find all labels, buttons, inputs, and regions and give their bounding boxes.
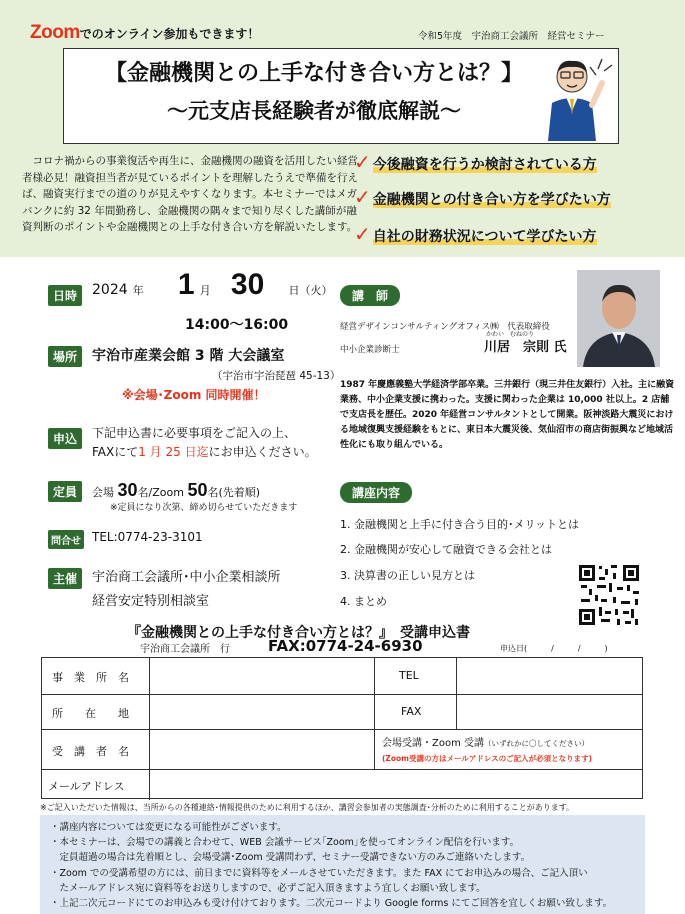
attendance-mode-option[interactable]: 会場受講・Zoom 受講（いずれかに〇してください）: [382, 738, 590, 749]
notes-box: [40, 815, 645, 914]
application-date-field[interactable]: 申込日( / / ): [500, 644, 608, 653]
zoom-notice: [30, 22, 259, 44]
page-subtitle: 〜元支店長経験者が徹底解説〜: [167, 98, 461, 123]
form-title: 『金融機関との上手な付き合い方とは？』 受講申込書: [127, 625, 470, 641]
contact-phone: TEL:0774-23-3101: [92, 530, 203, 544]
capacity: 会場 30名/Zoom 50名(先着順): [92, 480, 261, 500]
label-company: 事 業 所 名: [52, 671, 129, 684]
course-item-2: 2. 金融機関が安心して融資できる会社とは: [340, 543, 552, 556]
lecturer-name: 川居 宗則 氏: [484, 340, 567, 355]
label-tel: TEL: [399, 669, 419, 682]
note-line-6: ・上記二次元コードにてのお申込みも受け付けております。二次元コードより Google forms にてご回答を宜しくお願い致します。: [50, 898, 613, 910]
course-item-4: 4. まとめ: [340, 595, 387, 608]
lecturer-name-ruby: かわい むねのり: [486, 331, 535, 338]
course-item-3: 3. 決算書の正しい見方とは: [340, 569, 475, 582]
label-email: メールアドレス: [48, 780, 125, 793]
privacy-note: ※ご記入いただいた情報は、当所からの各種連絡･情報提供のために利用するほか、講習会参加者の実態調査･分析のために利用することがあります。: [40, 803, 575, 812]
apply-deadline: 1 月 25 日迄: [138, 445, 209, 459]
lecturer-tag: 講 師: [340, 285, 400, 306]
company-name-field[interactable]: [150, 659, 374, 693]
target-item-3: ✓ 自社の財務状況について学びたい方: [354, 222, 597, 246]
form-fax-number: FAX:0774-24-6930: [268, 637, 423, 655]
page-title: 【金融機関との上手な付き合い方とは？】: [104, 60, 523, 86]
contact-tag: 問合せ: [48, 530, 84, 549]
presenter-illustration: [534, 55, 614, 141]
check-icon: ✓: [354, 150, 371, 174]
venue-address: （宇治市宇治琵琶 45-13）: [212, 370, 341, 382]
organizer-name: 宇治商工会議所･中小企業相談所: [92, 570, 281, 585]
apply-tag: 申込: [48, 428, 82, 449]
capacity-note: ※定員になり次第、締め切らせていただきます: [110, 503, 298, 513]
event-date: 2024 年 1 月 30 日（火）: [92, 268, 333, 301]
event-time: 14:00〜16:00: [185, 317, 289, 333]
venue-name: 宇治市産業会館 3 階 大会議室: [92, 348, 285, 364]
capacity-tag: 定員: [48, 481, 82, 502]
note-line-3: 定員超過の場合は先着順とし、会場受講･Zoom 受講問わず、セミナー受講できない方のみご連絡いたします。: [50, 852, 531, 864]
venue-tag: 場所: [48, 346, 82, 367]
label-attendee: 受 講 者 名: [52, 745, 129, 758]
hybrid-note: ※会場･Zoom 同時開催！: [122, 388, 266, 402]
form-recipient: 宇治商工会議所 行: [140, 644, 230, 655]
apply-instruction: 下記申込書に必要事項をご記入の上、: [92, 426, 297, 440]
check-icon: ✓: [354, 185, 371, 209]
check-icon: ✓: [354, 222, 371, 246]
note-line-5: たメールアドレス宛に資料等をお送りしますので、必ずご記入頂きますよう宜しくお願い致します。: [50, 882, 486, 894]
address-field[interactable]: [150, 695, 374, 728]
target-item-1: ✓ 今後融資を行うか検討されている方: [354, 150, 597, 174]
tel-field[interactable]: [457, 659, 643, 693]
apply-deadline-line: FAXにて1 月 25 日迄にお申込ください。: [92, 445, 317, 459]
lecturer-photo: [577, 270, 660, 367]
course-item-1: 1. 金融機関と上手に付き合う目的･メリットとは: [340, 518, 580, 531]
note-line-1: ・講座内容については変更になる可能性がございます。: [50, 822, 287, 833]
organizer-dept: 経営安定特別相談室: [92, 594, 210, 609]
zoom-logo-text: Zoom: [30, 22, 80, 43]
attendee-name-field[interactable]: [150, 730, 374, 768]
zoom-email-note: (Zoom受講の方はメールアドレスのご記入が必須となります): [382, 754, 593, 763]
seminar-series: 令和5年度 宇治商工会議所 経営セミナー: [418, 31, 605, 42]
target-item-2: ✓ 金融機関との付き合い方を学びたい方: [354, 185, 611, 209]
application-form-table: [41, 657, 643, 799]
course-tag: 講座内容: [340, 482, 412, 503]
fax-field[interactable]: [457, 695, 643, 728]
qr-code[interactable]: [577, 563, 641, 627]
label-fax: FAX: [401, 705, 422, 718]
lecturer-certification: 中小企業診断士: [340, 345, 400, 355]
email-field[interactable]: [150, 770, 643, 799]
intro-text: コロナ禍からの事業復活や再生に、金融機関の融資を活用したい経営者様必見！融資担当者が見ているポイントを理解したうえで準備を行えば、融資実行までの道のりが見えやすくなります。本セミナーではメガバンクに約 32 年間勤務し、金融機関の隅々まで知り尽くした講師が融資判断のポイントや金融機関との上手な付き合い方を解説いたします。: [22, 155, 358, 233]
lecturer-office: 経営デザインコンサルティングオフィス㈱ 代表取締役: [340, 322, 550, 332]
note-line-4: ・Zoom での受講希望の方には、前日までに資料等をメールさせていただきます。また FAX にてお申込みの場合、ご記入頂い: [50, 867, 588, 879]
organizer-tag: 主催: [48, 568, 82, 589]
date-tag: 日時: [48, 285, 82, 306]
title-box: [63, 48, 619, 144]
note-line-2: ・本セミナーは、会場での講義と合わせて、WEB 会議サービス｢Zoom｣を使ってオンライン配信を行います。: [50, 837, 520, 849]
zoom-notice-text: でのオンライン参加もできます！: [79, 27, 260, 41]
label-address: 所 在 地: [52, 707, 129, 720]
lecturer-bio: 1987 年慶應義塾大学経済学部卒業。三井銀行（現三井住友銀行）入社。主に融資業務、中小企業支援に携わった。支援に関わった企業は 10,000 社以上。2 店舗で支店長を歴任。2020 年経営コンサルタントとして開業。阪神淡路大震災における地域復興支援経験をもとに、東日本大震災後、気仙沼市の商店街振興など地域活性化にも取り組んでいる。: [340, 380, 675, 450]
